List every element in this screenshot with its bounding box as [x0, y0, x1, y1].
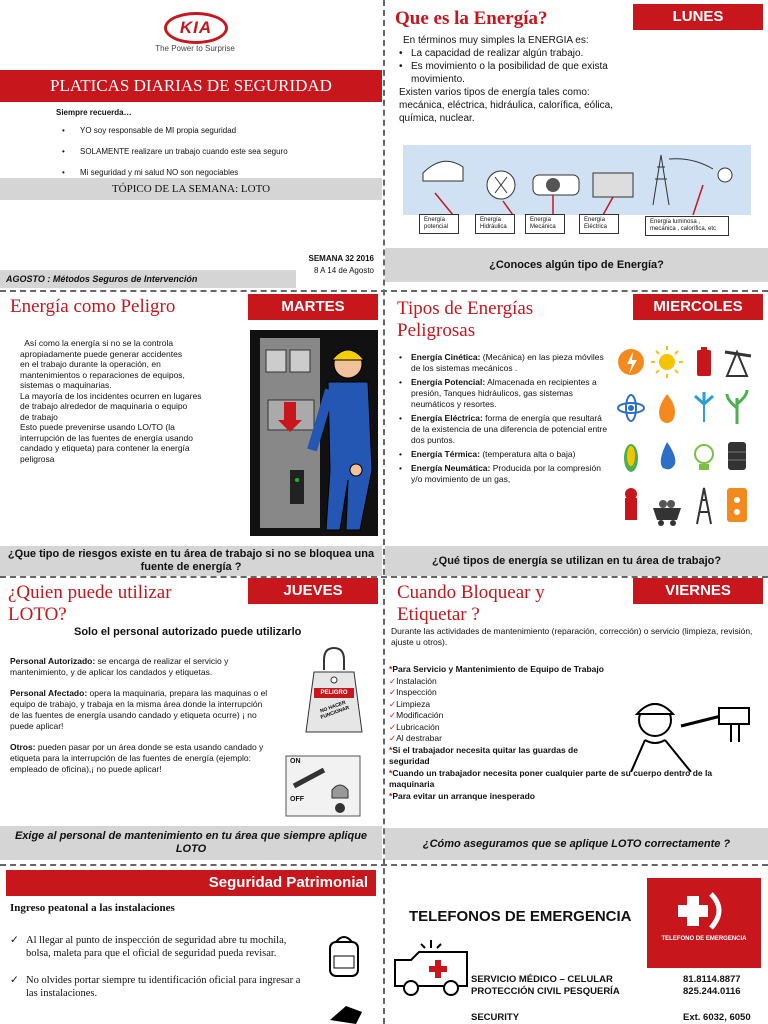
ambulance-icon	[391, 936, 475, 998]
martes-panel	[0, 292, 382, 576]
lightning-icon	[618, 349, 644, 375]
energy-icons-grid	[613, 338, 763, 538]
body-line: sistemas o maquinarias.	[20, 380, 112, 390]
tag-word-danger: PELIGRO	[320, 690, 348, 696]
miercoles-tag: MIERCOLES	[633, 294, 763, 320]
miercoles-list	[399, 352, 611, 485]
corn-icon	[624, 444, 638, 472]
check-item: ✓Instalación	[389, 675, 437, 686]
list-item: • La capacidad de realizar algún trabajo.	[399, 47, 634, 60]
oil-rig-icon	[697, 488, 711, 524]
coal-cart-icon	[653, 500, 681, 526]
list-item: • Es movimiento o la posibilidad de que exista movimiento.	[399, 60, 634, 86]
emergency-logo	[647, 878, 761, 968]
emergency-panel	[385, 866, 768, 1024]
body-line: Así como la energía si no se la controla	[20, 338, 174, 348]
extra-item: *Si el trabajador necesita quitar las guardas de seguridad	[389, 744, 578, 766]
remember-title: Siempre recuerda…	[56, 108, 132, 117]
lockout-tag-illustration	[304, 646, 364, 736]
martes-body	[20, 338, 248, 464]
water-drop-icon	[661, 442, 676, 469]
others-paragraph: Otros: pueden pasar por un área donde se esta usando candado y etiqueta para la interrupción de las fuentes de energía (ejemplo: empleado de oficina),¡ no puede aplicar!	[10, 742, 264, 774]
sun-icon	[651, 346, 683, 378]
energy-label-luminosa: Energía luminosa , mecánica , calorífica, etc	[645, 216, 729, 236]
list-item: • Energía Cinética: (Mecánica) en las pieza móviles de los sistemas mecánicos .	[399, 352, 611, 374]
list-item: ✓ Al llegar al punto de inspección de seguridad abre tu mochila, bolsa, maleta para que el oficial de seguridad pueda revisar.	[10, 935, 287, 959]
patrimonial-tag: Seguridad Patrimonial	[6, 870, 376, 896]
lunes-bullets	[399, 47, 634, 86]
list-item: • Energía Potencial: Almacenada en recipientes a presión, Tanques hidráulicos, gas sistemas neumáticos y resortes.	[399, 377, 611, 410]
body-line: Esto puede prevenirse usando LO/TO (la	[20, 422, 175, 432]
miercoles-question: ¿Qué tipos de energía se utilizan en tu área de trabajo?	[385, 546, 768, 576]
patrimonial-heading: Ingreso peatonal a las instalaciones	[10, 902, 175, 914]
body-line: peligrosa	[20, 453, 55, 464]
miercoles-title: Tipos de Energías Peligrosas	[397, 298, 534, 341]
extra-item: *Cuando un trabajador necesita poner cualquier parte de su cuerpo dentro de la maquinaria	[389, 767, 713, 789]
viernes-panel	[385, 578, 768, 864]
miercoles-panel	[385, 292, 768, 576]
affected-paragraph: Personal Afectado: opera la maquinaria, prepara las maquinas o el equipo de trabajo, y trabaja en la misma área donde la interrupción de las fuentes de energía usando candado y etiqueta ocurre) ¡ no puede aplicar!	[10, 688, 268, 731]
list-item: • Energía Eléctrica: forma de energía que resultará de la existencia de una diferencia de potencial entre dos puntos.	[399, 413, 611, 446]
header-panel	[0, 0, 382, 290]
body-line: en el trabajo durante la operación, en	[20, 359, 161, 369]
emergency-row: SECURITY Ext. 6032, 6050	[471, 1012, 751, 1023]
lunes-title: Que es la Energía?	[395, 8, 548, 29]
lunes-panel	[385, 0, 768, 290]
banner: PLATICAS DIARIAS DE SEGURIDAD	[0, 70, 382, 102]
energy-label-potencial: Energía potencial	[419, 214, 459, 234]
body-line: La mayoría de los incidentes ocurren en lugares	[20, 390, 202, 401]
list-item: • Energía Térmica: (temperatura alta o baja)	[399, 449, 611, 460]
barrel-icon	[728, 442, 746, 470]
machine-worker-illustration	[250, 330, 378, 536]
week-label: SEMANA 32 2016	[308, 254, 374, 263]
viernes-title: Cuando Bloquear y Etiquetar ?	[397, 582, 545, 625]
viernes-intro: Durante las actividades de mantenimiento (reparación, corrección) o servicio (limpieza, revisión, ajuste u otros).	[391, 626, 753, 647]
oil-pump-icon	[725, 352, 751, 376]
check-item: ✓Limpieza	[389, 698, 431, 709]
service-title: *Para Servicio y Mantenimiento de Equipo de Trabajo	[389, 664, 604, 674]
tagline: The Power to Surprise	[155, 44, 235, 53]
energy-label-electrica: Energía Eléctrica	[579, 214, 619, 234]
jueves-subtitle: Solo el personal autorizado puede utilizarlo	[74, 626, 302, 638]
authorized-paragraph: Personal Autorizado: se encarga de realizar el servicio y mantenimiento, y de aplicar los candados y etiquetas.	[10, 656, 229, 677]
outlet-icon	[727, 488, 747, 522]
jueves-body	[10, 656, 268, 775]
switch-off-label: OFF	[290, 796, 304, 803]
jueves-tag: JUEVES	[248, 578, 378, 604]
flame-icon	[659, 394, 675, 423]
martes-title: Energía como Peligro	[10, 296, 176, 317]
energy-label-hidraulica: Energía Hidráulica	[475, 214, 515, 234]
check-item: ✓Al destrabar	[389, 733, 442, 743]
jueves-question: Exige al personal de mantenimiento en tu área que siempre aplique LOTO	[0, 826, 382, 860]
lunes-question: ¿Conoces algún tipo de Energía?	[385, 248, 768, 282]
body-line: de trabajo	[20, 411, 58, 422]
battery-icon	[697, 347, 711, 376]
energy-chain-illustration	[403, 145, 751, 215]
body-line: interrupción de las fuentes de energía usando	[20, 432, 193, 443]
emergency-rows	[471, 974, 763, 1024]
energy-diagram	[403, 145, 751, 215]
body-line: mantenimientos o reparaciones de equipos,	[20, 369, 185, 380]
lunes-types: Existen varios tipos de energía tales como: mecánica, eléctrica, hidráulica, calorífica, eólica, química, nuclear.	[399, 87, 613, 124]
martes-tag: MARTES	[248, 294, 378, 320]
martes-question: ¿Que tipo de riesgos existe en tu área de trabajo si no se bloquea una fuente de energía ?	[0, 546, 382, 576]
emergency-row: SERVICIO MÉDICO – CELULAR 81.8114.8877	[471, 974, 741, 985]
mechanic-illustration	[621, 686, 761, 772]
atom-icon	[618, 395, 644, 421]
hydrant-icon	[625, 488, 637, 520]
emergency-logo-text: TELEFONO DE EMERGENCIA	[661, 936, 747, 942]
backpack-icon	[322, 932, 366, 978]
id-card-hand-icon	[326, 1000, 366, 1024]
remember-list	[62, 126, 362, 178]
viernes-tag: VIERNES	[633, 578, 763, 604]
list-item: • Mi seguridad y mi salud NO son negociables	[62, 168, 362, 178]
kia-logo: KIA	[164, 12, 228, 44]
jueves-panel	[0, 578, 382, 864]
list-item: • SOLAMENTE realizare un trabajo cuando este sea seguro	[62, 147, 362, 157]
check-item: ✓Lubricación	[389, 721, 440, 732]
switch-lock-illustration	[284, 754, 362, 818]
list-item: • YO soy responsable de MI propia seguridad	[62, 126, 362, 136]
patrimonial-items	[10, 934, 310, 1000]
month-theme: AGOSTO : Métodos Seguros de Intervención	[0, 270, 296, 288]
tag-word-do-not-operate: NO HACER FUNCIONAR	[319, 699, 351, 721]
viernes-question: ¿Cómo aseguramos que se aplique LOTO correctamente ?	[385, 828, 768, 860]
plant-icon	[727, 390, 747, 424]
jueves-title: ¿Quien puede utilizar LOTO?	[8, 582, 172, 625]
wind-turbine-icon	[695, 392, 713, 422]
energy-label-mecanica: Energía Mecánica	[525, 214, 565, 234]
body-line: apropiadamente puede generar accidentes	[20, 348, 183, 359]
patrimonial-panel	[0, 866, 382, 1024]
extra-item: *Para evitar un arranque inesperado	[389, 790, 535, 801]
emergency-row: PROTECCIÓN CIVIL PESQUERÍA 825.244.0116	[471, 986, 741, 997]
dates-label: 8 A 14 de Agosto	[313, 266, 374, 275]
topic-bar: TÓPICO DE LA SEMANA: LOTO	[0, 178, 382, 200]
list-item: • Energía Neumática: Producida por la compresión y/o movimiento de un gas,	[399, 463, 611, 485]
list-item: ✓ No olvides portar siempre tu identificación oficial para ingresar a las instalaciones.	[10, 975, 301, 999]
body-line: de trabajo alrededor de maquinaria o equipo	[20, 401, 188, 411]
check-item: ✓Modificación	[389, 710, 444, 720]
phone-cross-icon	[647, 878, 761, 938]
bulb-icon	[695, 445, 713, 470]
switch-on-label: ON	[290, 758, 301, 765]
body-line: candado y etiqueta) para contener la energía	[20, 443, 190, 453]
lunes-body	[399, 34, 634, 125]
lunes-tag: LUNES	[633, 4, 763, 30]
lunes-intro: En términos muy simples la ENERGIA es:	[403, 35, 589, 46]
emergency-title: TELEFONOS DE EMERGENCIA	[409, 908, 632, 925]
check-item: ✓Inspección	[389, 687, 437, 697]
